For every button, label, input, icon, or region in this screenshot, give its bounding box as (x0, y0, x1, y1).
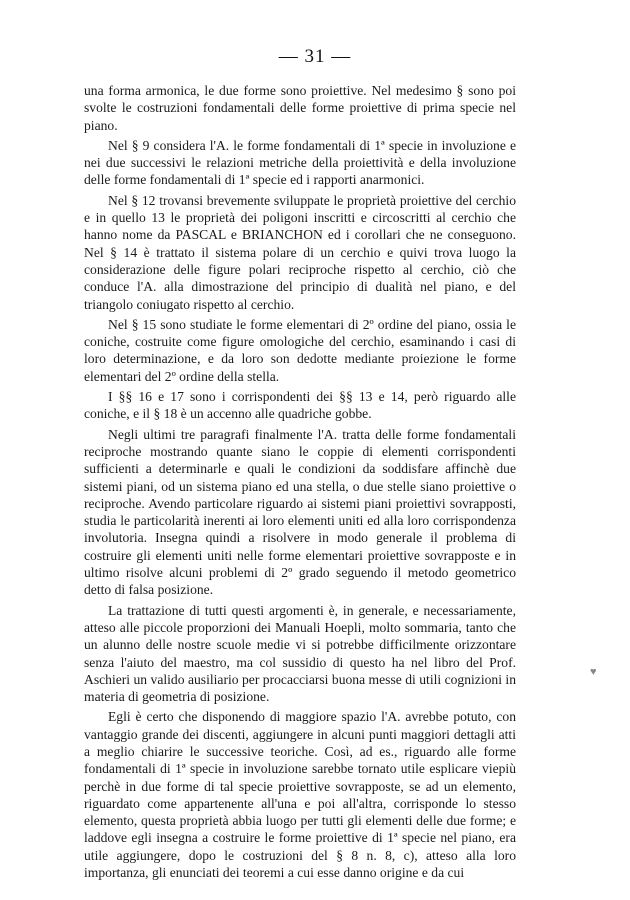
paragraph-3: Nel § 12 trovansi brevemente sviluppate le proprietà proiettive del cerchio e in quello 13 le proprietà dei poligoni inscritti e circoscritti al cerchio che hanno nome da PASCAL e BRIANCHON ed i corollari che ne conseguono. Nel § 14 è trattato il sistema polare di un cerchio e quivi trova luogo la considerazione delle figure polari reciproche rispetto al cerchio, ciò che conduce l'A. alla dimostrazione del principio di dualità nel piano, e del triangolo coniugato rispetto al cerchio. (84, 192, 516, 312)
paragraph-1: una forma armonica, le due forme sono proiettive. Nel medesimo § sono poi svolte le costruzioni fondamentali delle forme proiettive di prima specie nel piano. (84, 83, 516, 133)
paragraph-8: Egli è certo che disponendo di maggiore spazio l'A. avrebbe potuto, con vantaggio grande dei discenti, aggiungere in alcuni punti maggiori dettagli atti a meglio chiarire le successive teoriche. Così, ad es., riguardo alle forme fondamentali di 1ª specie in involuzione sarebbe tornato utile esplicare viepiù perchè in due forme di tal specie proiettive sovrapposte, se ad un elemento, riguardato come appartenente all'una e poi all'altra, corrisponde lo stesso elemento, questa proprietà abbia luogo per tutti gli elementi delle due forme; e laddove egli insegna a costruire le forme proiettive di 1ª specie nel piano, era utile aggiungere, dopo le costruzioni del § 8 n. 8, c), atteso alla loro importanza, gli enunciati dei teoremi a cui esse danno origine e da cui (84, 709, 516, 881)
page-number: — 31 — (278, 46, 352, 67)
paragraph-2: Nel § 9 considera l'A. le forme fondamentali di 1ª specie in involuzione e nei due successivi le relazioni metriche della proiettività e della involuzione delle forme fondamentali di 1ª specie ed i rapporti anarmonici. (84, 137, 516, 188)
paragraph-7: La trattazione di tutti questi argomenti è, in generale, e necessariamente, atteso alle piccole proporzioni dei Manuali Hoepli, molto sommaria, tanto che un alunno delle nostre scuole medie vi si potrebbe difficilmente orizzontare senza l'aiuto del maestro, ma col sussidio di questo ha nel libro del Prof. Aschieri un valido ausiliario per procacciarsi buona messe di utili cognizioni in materia di geometria di posizione. (84, 602, 516, 705)
paragraph-5: I §§ 16 e 17 sono i corrispondenti dei §§ 13 e 14, però riguardo alle coniche, e il § 18 è un accenno alle quadriche gobbe. (84, 389, 516, 422)
paragraph-4: Nel § 15 sono studiate le forme elementari di 2º ordine del piano, ossia le coniche, costruite come figure omologiche del cerchio, esaminando i casi di loro determinazione, e da loro son dedotte mediante proiezione le forme elementari del 2º ordine della stella. (84, 316, 516, 384)
body-text (84, 82, 516, 884)
margin-mark: ♥ (590, 666, 597, 678)
paragraph-6: Negli ultimi tre paragrafi finalmente l'A. tratta delle forme fondamentali reciproche mostrando quante siano le coppie di elementi corrispondenti sufficienti a determinarle e quali le condizioni da soddisfare affinchè due sistemi piani, od un sistema piano ed una stella, o due stelle siano proiettive o reciproche. Avendo particolare riguardo ai sistemi piani proiettivi sovrapposti, studia le particolarità inerenti ai loro elementi uniti ed alla loro corrispondenza involutoria. Insegna quindi a risolvere in modo generale il problema di costruire gli elementi uniti nelle forme elementari proiettive sovrapposte e in ultimo risolve alcuni problemi di 2º grado seguendo il metodo geometrico detto di falsa posizione. (84, 426, 516, 598)
